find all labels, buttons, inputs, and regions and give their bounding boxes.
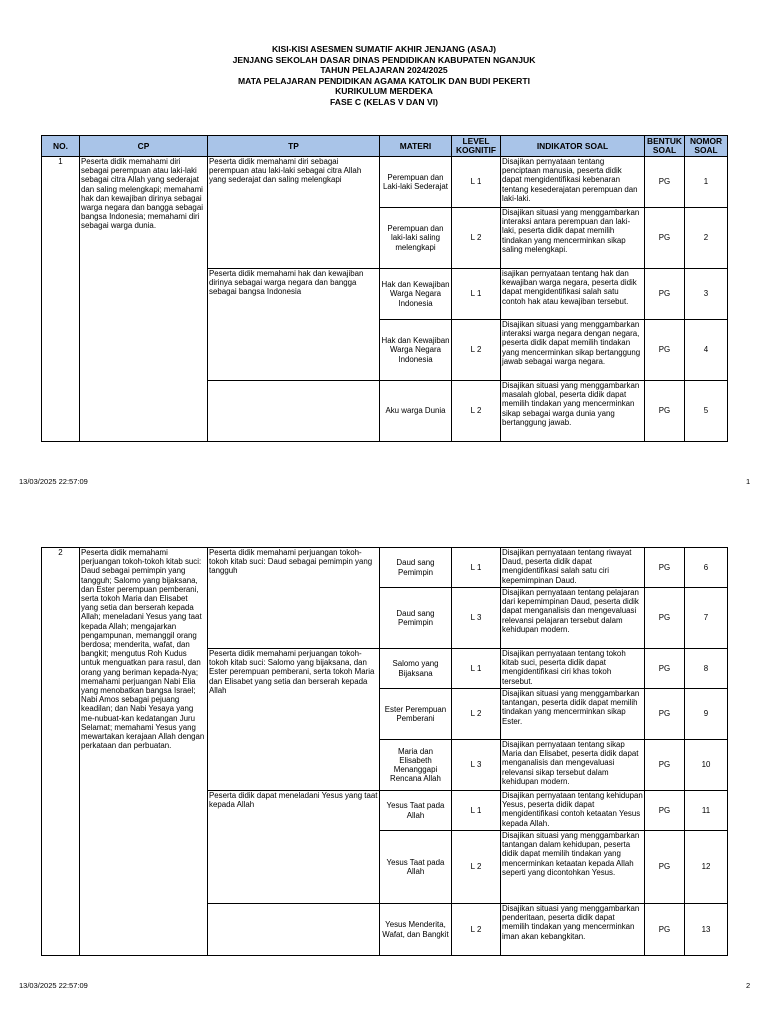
- indikator-cell: Disajikan situasi yang menggambarkan tantangan dalam kehidupan, peserta didik dapat memilih tindakan yang mencerminkan ketaatan kepada Allah seperti yang dicontohkan Yesus.: [501, 831, 645, 904]
- footer-page-number: 1: [746, 477, 751, 486]
- table-row: [42, 548, 728, 588]
- nomor-cell: 13: [685, 904, 728, 956]
- header-indikator: INDIKATOR SOAL: [501, 136, 645, 157]
- level-cell: L 3: [452, 740, 501, 791]
- level-cell: L 2: [452, 320, 501, 381]
- tp-cell: Peserta didik memahami diri sebagai perempuan atau laki-laki sebagai citra Allah yang sederajat dan saling melengkapi: [208, 157, 380, 269]
- level-cell: L 1: [452, 269, 501, 320]
- nomor-cell: 2: [685, 208, 728, 269]
- level-cell: L 2: [452, 831, 501, 904]
- materi-cell: Yesus Taat pada Allah: [380, 831, 452, 904]
- cp-cell: Peserta didik memahami diri sebagai perempuan atau laki-laki sebagai citra Allah yang sederajat dan saling melengkapi; memahami hak dan kewajiban dirinya sebagai warga negara dan bangga sebagai bangsa Indonesia; memahami diri sebagai warga dunia.: [80, 157, 208, 442]
- materi-cell: Maria dan Elisabeth Menanggapi Rencana Allah: [380, 740, 452, 791]
- materi-cell: Ester Perempuan Pemberani: [380, 689, 452, 740]
- footer-timestamp: 13/03/2025 22:57:09: [19, 981, 88, 990]
- tp-cell: [208, 904, 380, 956]
- footer-timestamp: 13/03/2025 22:57:09: [19, 477, 88, 486]
- indikator-cell: Disajikan pernyataan tentang sikap Maria dan Elisabet, peserta didik dapat menganalisis dan mengevaluasi relevansi sikap tersebut dalam kehidupan modern.: [501, 740, 645, 791]
- materi-cell: Daud sang Pemimpin: [380, 548, 452, 588]
- nomor-cell: 9: [685, 689, 728, 740]
- bentuk-cell: PG: [645, 588, 685, 649]
- table-header-row: [42, 136, 728, 157]
- materi-cell: Perempuan dan laki-laki saling melengkapi: [380, 208, 452, 269]
- bentuk-cell: PG: [645, 649, 685, 689]
- nomor-cell: 6: [685, 548, 728, 588]
- header-line: JENJANG SEKOLAH DASAR DINAS PENDIDIKAN KABUPATEN NGANJUK: [232, 54, 536, 65]
- level-cell: L 1: [452, 548, 501, 588]
- bentuk-cell: PG: [645, 548, 685, 588]
- indikator-cell: Disajikan situasi yang menggambarkan masalah global, peserta didik dapat memilih tindakan yang mencerminkan sikap sebagai warga dunia yang bertanggung jawab.: [501, 381, 645, 442]
- materi-cell: Daud sang Pemimpin: [380, 588, 452, 649]
- nomor-cell: 11: [685, 791, 728, 831]
- indikator-cell: Disajikan situasi yang menggambarkan interaksi antara perempuan dan laki-laki, peserta didik dapat memilih tindakan yang mencerminkan sikap saling melengkapi.: [501, 208, 645, 269]
- indikator-cell: Disajikan situasi yang menggambarkan interaksi warga negara dengan negara, peserta didik dapat memilih tindakan yang mencerminkan sikap bertanggung jawab sebagai warga negara.: [501, 320, 645, 381]
- tp-cell: Peserta didik memahami perjuangan tokoh-tokoh kitab suci: Daud sebagai pemimpin yang tangguh: [208, 548, 380, 649]
- tp-cell: [208, 381, 380, 442]
- level-cell: L 3: [452, 588, 501, 649]
- header-cp: CP: [80, 136, 208, 157]
- level-cell: L 2: [452, 208, 501, 269]
- indikator-cell: Disajikan pernyataan tentang penciptaan manusia, peserta didik dapat mengidentifikasi kebenaran tentang kesederajatan perempuan dan laki-laki.: [501, 157, 645, 208]
- header-line: MATA PELAJARAN PENDIDIKAN AGAMA KATOLIK DAN BUDI PEKERTI: [237, 75, 531, 86]
- indikator-cell: Disajikan pernyataan tentang riwayat Daud, peserta didik dapat mengidentifikasi salah satu ciri kepemimpinan Daud.: [501, 548, 645, 588]
- header-no: NO.: [42, 136, 80, 157]
- bentuk-cell: PG: [645, 208, 685, 269]
- nomor-cell: 8: [685, 649, 728, 689]
- row-number: 1: [42, 157, 80, 442]
- nomor-cell: 3: [685, 269, 728, 320]
- bentuk-cell: PG: [645, 157, 685, 208]
- bentuk-cell: PG: [645, 831, 685, 904]
- materi-cell: Yesus Taat pada Allah: [380, 791, 452, 831]
- bentuk-cell: PG: [645, 791, 685, 831]
- indikator-cell: Disajikan pernyataan tentang pelajaran dari kepemimpinan Daud, peserta didik dapat menganalisis dan mengevaluasi relevansi pelajaran tersebut dalam kehidupan modern.: [501, 588, 645, 649]
- table-row: [42, 157, 728, 208]
- row-number: 2: [42, 548, 80, 956]
- indikator-cell: Disajikan pernyataan tentang tokoh kitab suci, peserta didik dapat mengidentifikasi ciri khas tokoh tersebut.: [501, 649, 645, 689]
- nomor-cell: 12: [685, 831, 728, 904]
- header-line: KURIKULUM MERDEKA: [335, 86, 433, 97]
- nomor-cell: 5: [685, 381, 728, 442]
- bentuk-cell: PG: [645, 320, 685, 381]
- level-cell: L 1: [452, 791, 501, 831]
- materi-cell: Hak dan Kewajiban Warga Negara Indonesia: [380, 269, 452, 320]
- header-level: LEVEL KOGNITIF: [452, 136, 501, 157]
- header-nomor: NOMOR SOAL: [685, 136, 728, 157]
- indikator-cell: Disajikan pernyataan tentang kehidupan Yesus, peserta didik dapat mengidentifikasi contoh ketaatan Yesus kepada Allah.: [501, 791, 645, 831]
- materi-cell: Salomo yang Bijaksana: [380, 649, 452, 689]
- indikator-cell: Disajikan situasi yang menggambarkan tantangan, peserta didik dapat memilih tindakan yang mencerminkan sikap Ester.: [501, 689, 645, 740]
- header-line: FASE C (KELAS V DAN VI): [330, 96, 438, 107]
- bentuk-cell: PG: [645, 381, 685, 442]
- document-header: [0, 44, 768, 108]
- kisi-kisi-table-page-1: [41, 135, 728, 442]
- indikator-cell: isajikan pernyataan tentang hak dan kewajiban warga negara, peserta didik dapat mengidentifikasi salah satu contoh hak atau kewajiban tersebut.: [501, 269, 645, 320]
- nomor-cell: 1: [685, 157, 728, 208]
- nomor-cell: 4: [685, 320, 728, 381]
- bentuk-cell: PG: [645, 269, 685, 320]
- materi-cell: Hak dan Kewajiban Warga Negara Indonesia: [380, 320, 452, 381]
- level-cell: L 2: [452, 381, 501, 442]
- footer-page-number: 2: [746, 981, 751, 990]
- materi-cell: Perempuan dan Laki-laki Sederajat: [380, 157, 452, 208]
- indikator-cell: Disajikan situasi yang menggambarkan penderitaan, peserta didik dapat memilih tindakan yang mencerminkan iman akan kebangkitan.: [501, 904, 645, 956]
- bentuk-cell: PG: [645, 689, 685, 740]
- level-cell: L 1: [452, 157, 501, 208]
- nomor-cell: 7: [685, 588, 728, 649]
- level-cell: L 2: [452, 689, 501, 740]
- header-tp: TP: [208, 136, 380, 157]
- tp-cell: Peserta didik memahami perjuangan tokoh-tokoh kitab suci: Salomo yang bijaksana, dan Ester perempuan pemberani, serta tokoh Maria dan Elisabet yang setia dan berserah kepada Allah: [208, 649, 380, 791]
- header-materi: MATERI: [380, 136, 452, 157]
- level-cell: L 2: [452, 904, 501, 956]
- header-line: KISI-KISI ASESMEN SUMATIF AKHIR JENJANG (ASAJ): [271, 44, 497, 54]
- bentuk-cell: PG: [645, 904, 685, 956]
- header-bentuk: BENTUK SOAL: [645, 136, 685, 157]
- bentuk-cell: PG: [645, 740, 685, 791]
- kisi-kisi-table-page-2: [41, 547, 728, 956]
- tp-cell: Peserta didik memahami hak dan kewajiban dirinya sebagai warga negara dan bangga sebagai bangsa Indonesia: [208, 269, 380, 381]
- nomor-cell: 10: [685, 740, 728, 791]
- materi-cell: Aku warga Dunia: [380, 381, 452, 442]
- tp-cell: Peserta didik dapat meneladani Yesus yang taat kepada Allah: [208, 791, 380, 904]
- level-cell: L 1: [452, 649, 501, 689]
- cp-cell: Peserta didik memahami perjuangan tokoh-tokoh kitab suci: Daud sebagai pemimpin yang tangguh; Salomo yang bijaksana, dan Ester perempuan pemberani, serta tokoh Maria dan Elisabet yang setia dan berserah kepada Allah; meneladani Yesus yang taat kepada Allah; mengajarkan pengampunan, memanggil orang berdosa; menderita, wafat, dan bangkit; mengutus Roh Kudus untuk menguatkan para rasul, dan orang yang beriman kepada-Nya; memahami perjuangan Nabi Elia yang menobatkan bangsa Israel; Nabi Amos sebagai pejuang keadilan; dan Nabi Yesaya yang me-nubuat-kan kedatangan Juru Selamat; memahami Yesus yang mewartakan kerajaan Allah dengan perkataan dan perbuatan.: [80, 548, 208, 956]
- materi-cell: Yesus Menderita, Wafat, dan Bangkit: [380, 904, 452, 956]
- header-line: TAHUN PELAJARAN 2024/2025: [320, 65, 448, 76]
